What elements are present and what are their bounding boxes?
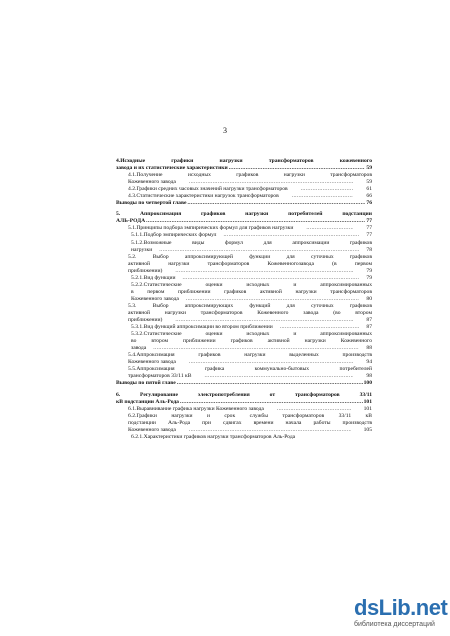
toc-entry-text: 5.1.2.Возможные виды формул для аппроксимации графиков — [131, 239, 372, 246]
toc-page-number: 77 — [366, 232, 372, 239]
toc-entry-text: 5.3.2.Статистические оценки исходных и аппроксимированных — [131, 331, 372, 338]
toc-entry-text: подстанции Аль-Рода при сдвигах времени начала работы производств — [128, 419, 372, 426]
toc-page-number: 79 — [366, 267, 372, 274]
toc-entry-title: АЛЬ-РОДА — [116, 218, 146, 225]
toc-leader-dots — [274, 324, 360, 331]
toc-entry-title: нагрузки — [131, 246, 153, 253]
toc-entry-title: 5.1.1.Подбор эмпирических формул — [131, 232, 217, 239]
page-number: 3 — [223, 126, 227, 135]
toc-page-number: 66 — [366, 193, 372, 200]
toc-entry-title: 5.2.1.Вид функции — [131, 274, 176, 281]
toc-leader-dots — [177, 427, 351, 434]
toc-leader-dots — [265, 406, 351, 413]
toc-entry-last-line — [125, 296, 372, 303]
toc-entry — [116, 380, 372, 387]
toc-leader-dots — [280, 193, 354, 200]
toc-leader-dots — [153, 247, 359, 254]
toc-entry-text: в первом приближении графиков активной нагрузки трансформаторов — [131, 288, 372, 295]
toc-entry-text: 5.4.Аппроксимация графиков нагрузки выделенных производств — [128, 352, 372, 359]
toc-leader-dots — [180, 296, 360, 303]
toc-entry-text: активной нагрузки трансформаторов Кожевенногозавода (в первом — [128, 260, 372, 267]
toc-entry-title: 6.1.Выравнивание графика нагрузки Кожевенного завода — [128, 405, 264, 412]
toc-entry-title: Кожевенного завода — [128, 359, 176, 366]
toc-entry — [116, 275, 372, 282]
toc-page-number: 88 — [366, 345, 372, 352]
toc-entry-title: приближении) — [128, 267, 163, 274]
toc-entry — [116, 240, 372, 254]
toc-entry — [116, 158, 372, 172]
toc-entry — [116, 434, 372, 441]
toc-entry — [116, 324, 372, 331]
toc-page-number: 77 — [366, 218, 372, 225]
toc-page-number: 101 — [363, 405, 372, 412]
toc-entry-last-line — [116, 406, 372, 413]
toc-leader-dots — [217, 232, 359, 239]
toc-page-number: 98 — [366, 373, 372, 380]
toc-entry — [116, 406, 372, 413]
toc-leader-dots — [180, 399, 363, 406]
toc-leader-dots — [187, 200, 365, 207]
toc-entry — [116, 200, 372, 207]
toc-leader-dots — [163, 268, 353, 275]
toc-leader-dots — [289, 186, 354, 193]
toc-entry-last-line — [116, 399, 372, 406]
toc-page-number: 61 — [366, 186, 372, 193]
watermark-subtitle: библиотека диссертаций — [354, 621, 435, 628]
toc-entry-last-line — [125, 232, 372, 239]
toc-entry-title: Выводы по четвертой главе — [116, 200, 187, 207]
toc-page-number: 94 — [366, 359, 372, 366]
toc-entry-text: 5.3. Выбор аппроксимирующих функций для суточных графиков — [128, 302, 372, 309]
toc-leader-dots — [294, 225, 353, 232]
toc-entry-text: 4.Исходные графики нагрузки трансформаторов кожевенного — [116, 158, 372, 164]
toc-entry-last-line — [116, 380, 372, 387]
toc-page-number: 105 — [363, 426, 372, 433]
toc-entry — [116, 352, 372, 366]
toc-entry-last-line — [125, 324, 372, 331]
toc-entry — [116, 172, 372, 186]
toc-page-number: 101 — [363, 398, 372, 405]
toc-entry-title: завода — [131, 345, 147, 352]
toc-entry-text: 6. Регулирование электропотребления от трансформаторов 33/11 — [116, 391, 372, 398]
toc-entry-title: 4.2.Графики средних часовых значений нагрузки трансформаторов — [128, 186, 288, 193]
toc-entry-title: кВ подстанции Аль-Рода — [116, 398, 179, 405]
toc-entry-title: Кожевенного завода — [128, 179, 176, 186]
toc-entry-title: приближении) — [128, 317, 163, 324]
toc-entry-title: 4.3.Статистические характеристики нагрузок трансформаторов — [128, 193, 279, 200]
toc-entry-title: 5.3.1.Вид функций аппроксимации во втором приближении — [131, 324, 273, 331]
toc-entry — [116, 331, 372, 352]
toc-entry — [116, 211, 372, 225]
table-of-contents — [116, 158, 372, 441]
toc-page-number: 77 — [366, 225, 372, 232]
toc-page-number: 59 — [366, 165, 372, 172]
toc-entry — [116, 413, 372, 434]
toc-entry-text: 4.1.Получение исходных графиков нагрузки трансформаторов — [128, 172, 372, 179]
toc-entry-text: активной нагрузки трансформаторов Кожевенного завода (во втором — [128, 309, 372, 316]
toc-entry — [116, 392, 372, 406]
toc-page-number: 87 — [366, 324, 372, 331]
watermark-logo: dsLib.net — [354, 595, 448, 620]
toc-leader-dots — [177, 380, 363, 387]
toc-entry-title: 6.2.1.Характеристики графиков нагрузки трансформаторов Аль-Рода — [131, 433, 296, 440]
toc-entry — [116, 232, 372, 239]
toc-page-number: 87 — [366, 317, 372, 324]
toc-entry-last-line — [116, 427, 372, 434]
toc-entry-title: Кожевенного завода — [128, 426, 176, 433]
toc-entry-title: Выводы по пятой главе — [116, 380, 176, 387]
toc-entry-last-line — [116, 200, 372, 207]
toc-entry-text: 5. Аппроксимация графиков нагрузки потребителей подстанции — [116, 211, 372, 218]
toc-entry-text: 5.5.Аппроксимация графика коммунально-бытовых потребителей — [128, 366, 372, 373]
toc-entry — [116, 366, 372, 380]
toc-entry-title: Кожевенного завода — [131, 295, 179, 302]
toc-entry-text: 5.2. Выбор аппроксимирующей функции для суточных графиков — [128, 253, 372, 260]
toc-page-number: 80 — [366, 295, 372, 302]
toc-entry — [116, 282, 372, 303]
toc-entry — [116, 254, 372, 275]
toc-entry-text: 6.2.Графики нагрузки и срок службы трансформаторов 33/11 кВ — [128, 412, 372, 419]
toc-entry-title: завода и их статистические характеристики — [116, 165, 228, 172]
toc-entry-last-line — [125, 275, 372, 282]
toc-page-number: 100 — [363, 380, 372, 387]
toc-page-number: 79 — [366, 274, 372, 281]
toc-entry-last-line — [116, 268, 372, 275]
toc-page-number: 59 — [366, 179, 372, 186]
toc-leader-dots — [193, 373, 354, 380]
toc-entry-text: во втором приближении графиков активной нагрузки Кожевенного — [131, 338, 372, 345]
toc-entry-last-line — [125, 434, 372, 441]
watermark — [354, 596, 448, 634]
toc-entry — [116, 303, 372, 324]
toc-entry-text: 5.2.2.Статистические оценки исходных и аппроксимированных — [131, 281, 372, 288]
toc-entry-title: 5.1.Принципы подбора эмпирических формул для графиков нагрузки — [128, 225, 294, 232]
toc-page-number: 78 — [366, 246, 372, 253]
toc-page-number: 76 — [366, 200, 372, 207]
toc-entry-last-line — [125, 247, 372, 254]
toc-entry-title: трансформаторов 33/11 кВ — [128, 373, 192, 380]
toc-leader-dots — [177, 275, 360, 282]
